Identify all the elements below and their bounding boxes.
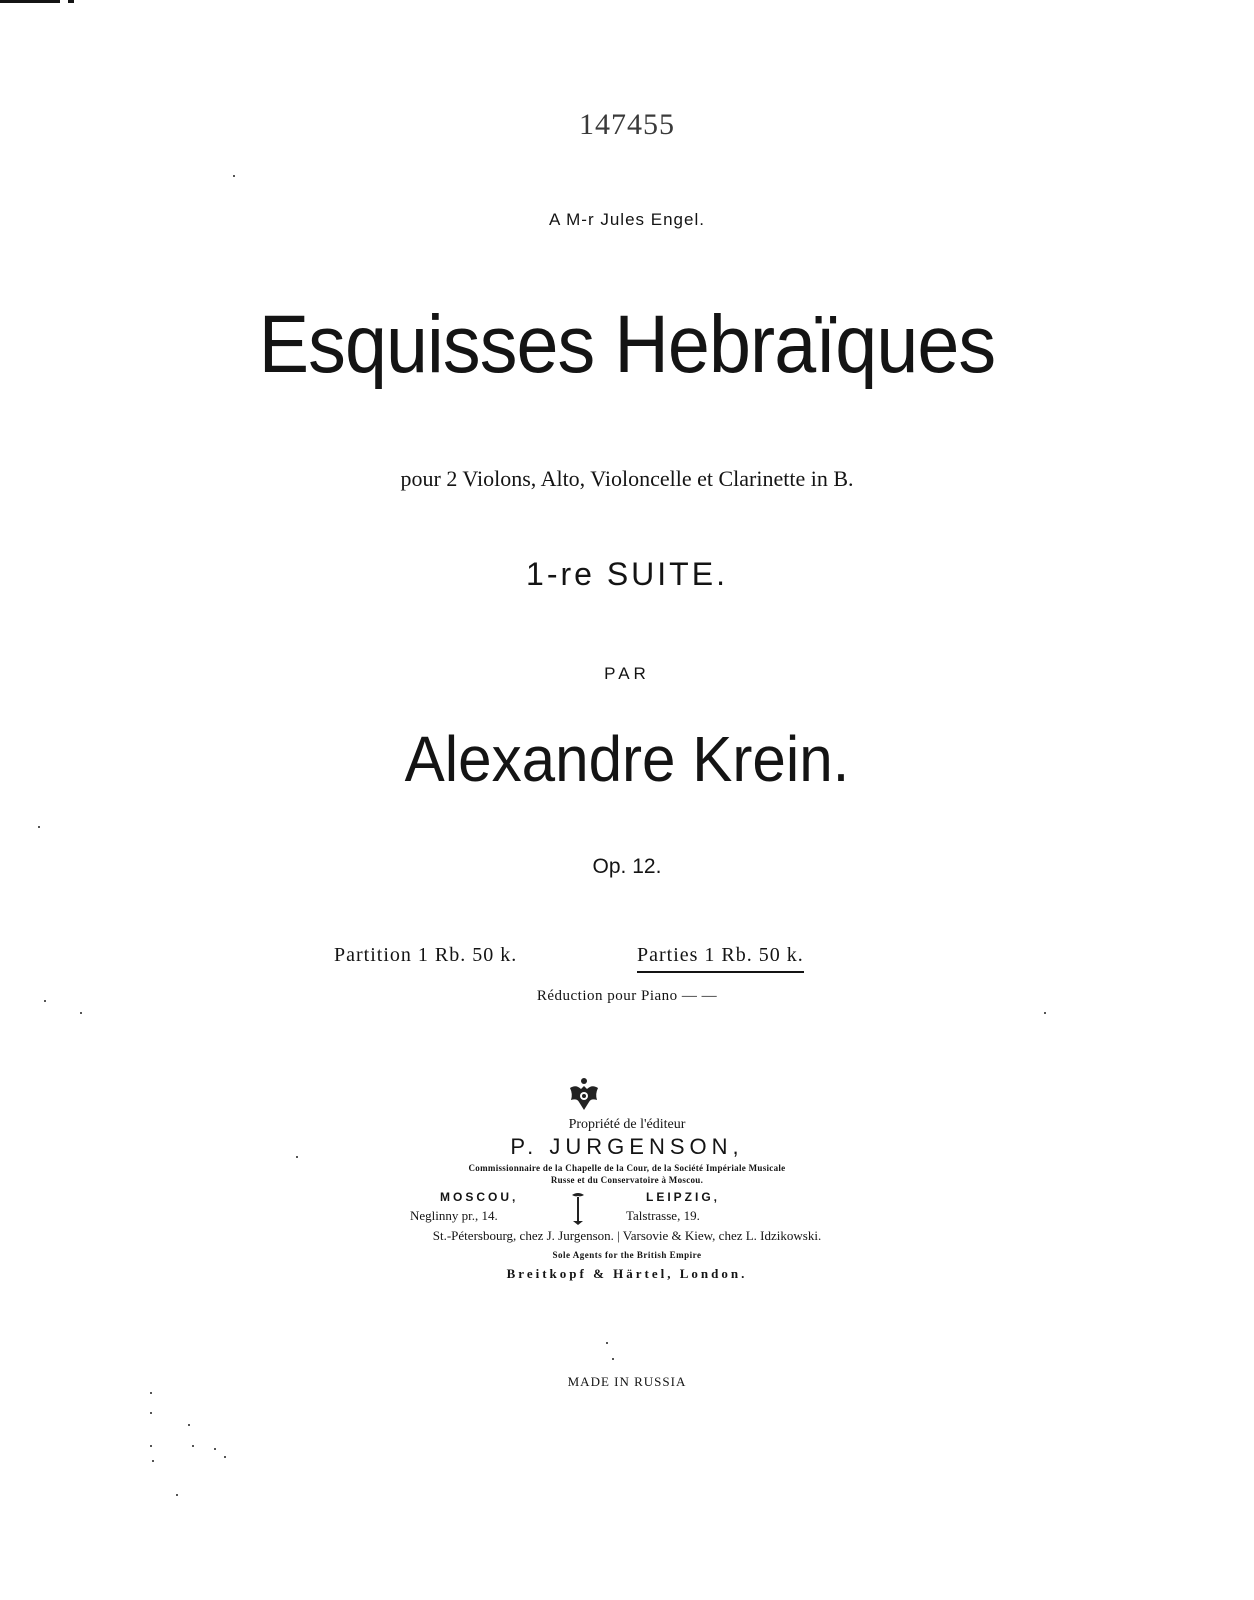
scan-speck — [1044, 1012, 1046, 1014]
london-agent: Breitkopf & Härtel, London. — [506, 1266, 748, 1281]
city-moscou: MOSCOU, — [440, 1190, 519, 1204]
corner-mark — [0, 0, 60, 3]
imperial-eagle-icon — [567, 1076, 601, 1116]
address-moscou: Neglinny pr., 14. — [410, 1208, 498, 1223]
publisher-name: P. JURGENSON, — [510, 1134, 744, 1159]
price-reduction: Réduction pour Piano — — — [536, 988, 718, 1004]
suite-label: 1-re SUITE. — [526, 556, 728, 592]
scan-speck — [606, 1342, 608, 1344]
scan-speck — [150, 1392, 152, 1394]
price-parties: Parties 1 Rb. 50 k. — [637, 944, 804, 973]
scan-speck — [150, 1412, 152, 1414]
par-label: PAR — [604, 664, 650, 683]
price-partition: Partition 1 Rb. 50 k. — [334, 944, 518, 966]
opus-number: Op. 12. — [592, 855, 662, 878]
property-notice: Propriété de l'éditeur — [568, 1117, 686, 1132]
scan-speck — [176, 1494, 178, 1496]
made-in-label: MADE IN RUSSIA — [567, 1374, 687, 1389]
address-leipzig: Talstrasse, 19. — [626, 1208, 700, 1223]
publisher-branches: St.-Pétersbourg, chez J. Jurgenson. | Varsovie & Kiew, chez L. Idzikowski. — [432, 1228, 822, 1243]
instrumentation: pour 2 Violons, Alto, Violoncelle et Clarinette in B. — [400, 466, 854, 491]
scan-speck — [152, 1460, 154, 1462]
corner-mark — [68, 0, 74, 3]
work-title: Esquisses Hebraïques — [258, 299, 996, 390]
eagle-divider-icon — [569, 1190, 587, 1226]
scan-speck — [214, 1448, 216, 1450]
sole-agents-line: Sole Agents for the British Empire — [552, 1250, 702, 1260]
scan-speck — [296, 1156, 298, 1158]
dedication: A M-r Jules Engel. — [549, 210, 705, 229]
scan-speck — [38, 826, 40, 828]
scan-speck — [188, 1424, 190, 1426]
scan-speck — [150, 1445, 152, 1447]
catalog-number: 147455 — [579, 108, 675, 141]
scan-speck — [44, 1000, 46, 1002]
scan-speck — [224, 1456, 226, 1458]
composer-name: Alexandre Krein. — [404, 723, 850, 795]
scan-speck — [192, 1445, 194, 1447]
scan-speck — [233, 175, 235, 177]
scan-speck — [80, 1012, 82, 1014]
city-leipzig: LEIPZIG, — [646, 1190, 721, 1204]
scan-speck — [612, 1358, 614, 1360]
publisher-commission-line: Commissionnaire de la Chapelle de la Cour, de la Société Impériale Musicale — [468, 1163, 786, 1173]
publisher-commission-line: Russe et du Conservatoire à Moscou. — [550, 1175, 704, 1185]
